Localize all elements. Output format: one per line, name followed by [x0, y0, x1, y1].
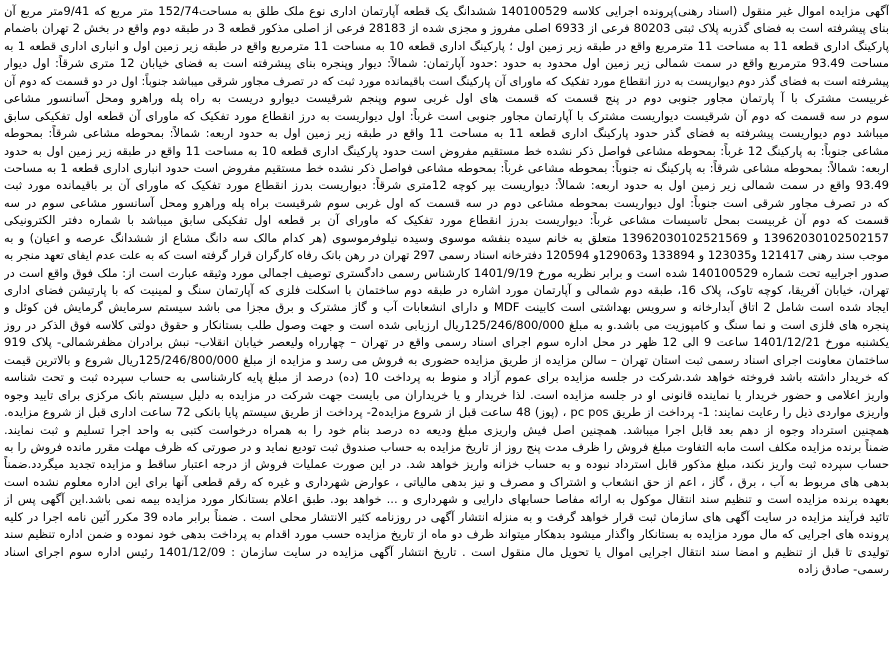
notice-line: که خریدار داشته باشد فروخته خواهد شد.شرکت در جلسه مزایده برای عموم آزاد و منوط به پرداخت 10 (ده) درصد از مبلغ پایه کارشناسی به حساب سپرده ثبت و تحت شناسه — [4, 370, 889, 385]
notice-line: اربعه: شمالاً: بمحوطه مشاعی شرقاً: به پارکینگ نه جنوباً: بمحوطه مشاعی غرباً: بمحوطه مشاعی فواصل ذکر نشده خط مستقیم مفروض است حدود انباری اداری قطعه 1 به مساحت — [4, 160, 889, 175]
notice-line: صدور اجراییه تحت شماره 140100529 شده است و برابر نظریه مورخ 1401/9/19 کارشناس رسمی دادگستری توصیف اجمالی مورد وثیقه عبارت است از: ملک فوق واقع است در — [4, 265, 889, 280]
notice-line: تولیدی تا قبل از تنظیم و امضا سند انتقال اجرایی اموال یا تحویل مال منقول است . تاریخ انتشار آگهی مزایده در سایت سازمان : 1401/12/09 رئیس اداره سوم اجرای اسناد — [4, 544, 889, 559]
notice-line: مساحت 93.49 مترمربع واقع در سمت شمالی زیر زمین اول محدود به حدود :حدود آپارتمان: شمالاً: دیوار وپنجره بنای پیشرفته است به فضای خیابان 12 متری شرقاً: اول دیوار — [4, 56, 889, 71]
auction-notice-text — [4, 3, 889, 667]
notice-line: پارکینگ اداری قطعه 11 به مساحت 11 مترمربع واقع در طبقه زیر زمین اول ؛ پارکینگ اداری قطعه 10 به مساحت 11 مترمربع واقع در طبقه زیر زمین اول و انباری اداری قطعه 1 به — [4, 38, 889, 53]
notice-line: سوم در سه قسمت که دوم آن شرقیست دیواریست مشترک با آپارتمان مجاور جنوبی است غرباً: اول دیواریست به درز انقطاع مورد تفکیک که ماورای آن قطعه اول تفکیکی سابق — [4, 108, 889, 123]
notice-line: میباشد دوم دیواریست پیشرفته به فضای گذر حدود پارکینگ اداری قطعه 11 به مساحت 11 واقع در طبقه زیر زمین اول به حدود اربعه: شمالاً: بمحوطه مشاعی شرقاً: بمحوطه — [4, 126, 889, 141]
notice-line: غربیست مشترک با آ پارتمان مجاور جنوبی دوم در پنج قسمت که قسمت های اول غربی سوم وپنجم شرقیست دیوارو دریست به راه پله وراهرو ومحل آسانسور مشاعی — [4, 91, 889, 106]
notice-line: قسمت که دوم آن غربیست بمحل تاسیسات مشاعی غرباً: دیواریست بدرز انقطاع مورد تفکیک که ماورای آن بر قطعه اول تفکیکی سابق میباشد با شماره دفتر الکترونیکی — [4, 213, 889, 228]
notice-line: واریز اعلامی و حضور خریدار یا نماینده قانونی او در جلسه مزایده است. لذا خریدار و یا خریداران می بایست جهت شرکت در مزایده به دلیل سیستم بانک مرکزی برای تایید وجوه — [4, 387, 889, 402]
notice-line: 93.49 واقع در سمت شمالی زیر زمین اول به حدود اربعه: شمالاً: دیواریست بپر کوچه 12متری شرقاً: دیواریست بدرز انقطاع مورد تفکیک که ماورای آن بر باقیمانده مورد ثبت — [4, 178, 889, 193]
notice-line: ایجاد شده است شامل 2 اتاق آبدارخانه و سرویس بهداشتی است کابینت MDF و دارای انشعابات آب و گاز مشترک و برق مجزا می باشد سیستم سرمایش گرمایش فن کوئل و — [4, 300, 889, 315]
notice-line: که در تصرف مجاور شرقی است جنوباً: اول دیواریست بمحوطه مشاعی دوم در سه قسمت که اول غربی سوم شرقیست براه پله وراهرو ومحل آسانسور مشاعی سوم در سه — [4, 195, 889, 210]
notice-line: پیشرفته است به فضای گذر دوم دیواریست به درز انقطاع مورد تفکیک که ماورای آن پارکینگ است باقیمانده مورد ثبت که در تصرف مجاور شرقی میباشد جنوباً: اول در دو قسمت که دوم آن — [4, 74, 889, 88]
notice-line: حساب سپرده ثبت واریز نکند، مبلغ مذکور قابل استرداد نبوده و به حساب خزانه واریز خواهد شد. در این صورت عملیات فروش از درجه اعتبار ساقط و مزایده تجدید میگردد.ضمناً — [4, 457, 889, 472]
notice-line: یکشنبه مورخ 1401/12/21 ساعت 9 الی 12 ظهر در محل اداره سوم اجرای اسناد رسمی واقع در تهران – چهارراه ولیعصر خیابان انقلاب- نبش برادران مظفرشمالی- پلاک 919 — [4, 335, 889, 350]
notice-line: تهران، خیابان آفریقا، کوچه تاوک، پلاک 16، طبقه دوم شمالی و آپارتمان مورد اشاره در طبقه دوم ساختمان با اسکلت فلزی که آپارتمان سنگ و لمینیت که با پارتیشن فضای اداری — [4, 283, 889, 297]
notice-signature-line: رسمی- صادق زاده — [798, 562, 889, 576]
notice-line: بعهده برنده مزایده است و تنظیم سند انتقال موکول به ارائه مفاصا حسابهای دارایی و شهرداری و ... خواهد بود. طبق اعلام بستانکار مورد مزایده بیمه نمی باشد.این آگهی پس از — [4, 492, 889, 507]
notice-line: پنجره های فلزی است و نما سنگ و کامپوزیت می باشد.و به مبلغ 125/246/800/000ریال ارزیابی شده است و جهت وصول طلب بستانکار و حقوق دولتی کلاسه فوق الذکر در روز — [4, 317, 889, 332]
notice-line: بنای پیشرفته است به فضای گذربه پلاک ثبتی 80203 فرعی از 6933 اصلی مفروز و مجزی شده از 28183 فرعی از اصلی مذکور قطعه 3 در طبقه دوم واقع در بخش 2 تهران باضمام — [4, 21, 889, 36]
notice-line: آگهی مزایده اموال غیر منقول (اسناد رهنی)پرونده اجرایی کلاسه 140100529 ششدانگ یک قطعه آپارتمان اداری نوع ملک طلق به مساحت152/74 متر مربع که 9/41متر مربع آن — [4, 4, 889, 18]
notice-line: تائید فرآیند مزایده در سایت آگهی های سازمان ثبت قرار خواهد گرفت و به منزله انتشار آگهی در روزنامه کثیر الانتشار محلی است . ضمناً برابر ماده 39 مکرر آئین نامه اجرا در کلیه — [4, 509, 889, 524]
notice-line: ساختمان معاونت اجرای اسناد رسمی ثبت استان تهران – سالن مزایده از طریق مزایده حضوری به فروش می رسد و مزایده از مبلغ 125/246/800/000ریال شروع و بالاترین قیمت — [4, 352, 889, 367]
notice-line: پرونده های اجرایی که مال مورد مزایده به بستانکار واگذار میشود بدهکار میتواند ظرف دو ماه از تاریخ مزایده حسب مورد اقدام به پرداخت بدهی خود نموده و ضمن اداره تنظیم سند — [4, 527, 889, 542]
notice-line: موجب سند رهنی 121417 و123035 و 133894 و129063و 120594 دفترخانه اسناد رسمی 297 تهران در رهن بانک رفاه کارگران قرار گرفته است که به علت عدم ایفای تعهد منجر به — [4, 248, 889, 263]
notice-line: ضمناً برنده مزایده مکلف است مابه التفاوت مبلغ فروش را ظرف مدت پنج روز از تاریخ مزایده به حساب صندوق ثبت تودیع نماید و در صورتی که ظرف مهلت مقرر مانده فروش را به — [4, 439, 889, 454]
notice-line: 13962030102502157 و 13962030102521569 متعلق به خانم سیده بنفشه موسوی وسیده نیلوفرموسوی (هر کدام مالک سه دانگ مشاع از ششدانگ عرصه و اعیان) و به — [4, 230, 889, 245]
notice-line: مشاعی جنوباً: به پارکینگ 12 غرباً: بمحوطه مشاعی فواصل ذکر نشده خط مستقیم مفروض است حدود پارکینگ اداری قطعه 10 به مساحت 11 واقع در طبقه زیر زمین اول به حدود — [4, 143, 889, 158]
notice-line: همچنین استرداد وجوه از دهم بعد قابل اجرا میباشد. همچنین اصل فیش واریزی مبلغ ودیعه ده درصد بنام خود را به همراه درخواست کتبی به واحد اجرا تسلیم و ثبت نمایند. — [4, 422, 889, 437]
notice-line: بدهی های مربوط به آب ، برق ، گاز ، اعم از حق انشعاب و اشتراک و مصرف و نیز بدهی مالیاتی ، عوارض شهرداری و غیره که رقم قطعی آنها برای این اداره معلوم نشده است — [4, 474, 889, 489]
notice-line: واریزی مواردی ذیل را رعایت نمایند: 1- پرداخت از طریق pc pos ، (پوز) 48 ساعت قبل از شروع مزایده2- پرداخت از طریق سیستم پایا بانکی 72 ساعت اداری قبل از شروع مزایده. — [4, 405, 889, 420]
